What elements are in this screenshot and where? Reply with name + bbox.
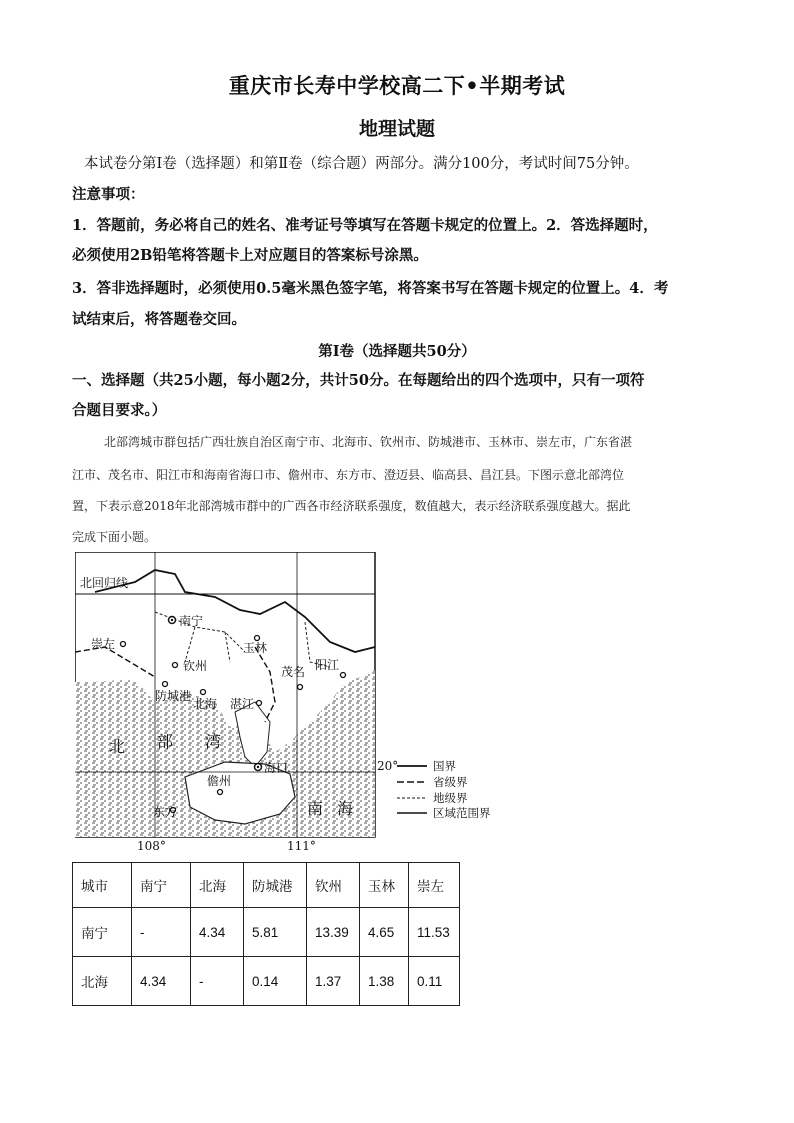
table-header-cell: 防城港: [244, 863, 307, 908]
city-marker: [171, 619, 173, 621]
table-cell: 0.14: [244, 957, 307, 1006]
city-label: 阳江: [315, 658, 340, 672]
city-marker: [201, 690, 206, 695]
latitude-label: 20°: [377, 759, 399, 773]
city-marker: [257, 701, 262, 706]
city-marker: [163, 682, 168, 687]
city-marker: [121, 642, 126, 647]
page-subtitle: 地理试题: [358, 118, 435, 140]
economic-link-table: [72, 862, 460, 1006]
city-marker: [257, 766, 259, 768]
city-label: 玉林: [243, 641, 268, 655]
question-instructions-cont: 合题目要求。）: [72, 402, 167, 419]
legend-label: 地级界: [433, 793, 468, 805]
city-label: 崇左: [91, 637, 116, 651]
notice-label: 注意事项：: [72, 186, 145, 203]
sea-label: 南: [307, 799, 324, 818]
longitude-label: 108°: [137, 839, 166, 852]
city-label: 防城港: [155, 689, 192, 703]
table-cell: 4.65: [360, 908, 409, 957]
table-cell: 13.39: [307, 908, 360, 957]
notice-item-1: 1．答题前，务必将自己的姓名、准考证号等填写在答题卡规定的位置上。2．答选择题时，: [72, 217, 658, 234]
city-label: 南宁: [179, 614, 204, 628]
table-header-cell: 城市: [73, 863, 132, 908]
city-marker: [341, 673, 346, 678]
city-label: 东方: [153, 805, 178, 819]
table-cell: 11.53: [409, 908, 460, 957]
question-instructions: 一、选择题（共25小题，每小题2分，共计50分。在每题给出的四个选项中，只有一项符: [72, 372, 645, 389]
notice-item-3-cont: 试结束后，将答题卷交回。: [72, 311, 246, 328]
table-cell: 5.81: [244, 908, 307, 957]
city-marker: [255, 636, 260, 641]
table-cell: 4.34: [132, 957, 191, 1006]
table-row: [73, 908, 460, 957]
table-header-cell: 北海: [191, 863, 244, 908]
passage-line: 北部湾城市群包括广西壮族自治区南宁市、北海市、钦州市、防城港市、玉林市、崇左市，广东省湛: [104, 435, 633, 449]
table-header-row: [73, 863, 460, 908]
table-cell: 1.37: [307, 957, 360, 1006]
sea-label: 湾: [205, 732, 222, 751]
table-cell: 1.38: [360, 957, 409, 1006]
city-label: 湛江: [230, 697, 255, 711]
legend-label: 区域范围界: [433, 808, 491, 820]
table-header-cell: 玉林: [360, 863, 409, 908]
notice-item-1-cont: 必须使用2B铅笔将答题卡上对应题目的答案标号涂黑。: [72, 247, 428, 264]
notice-item-3: 3．答非选择题时，必须使用0.5毫米黑色签字笔，将答案书写在答题卡规定的位置上。4．考: [72, 280, 669, 297]
table-cell: -: [191, 957, 244, 1006]
legend-label: 国界: [433, 761, 456, 773]
passage-line: 置，下表示意2018年北部湾城市群中的广西各市经济联系强度，数值越大，表示经济联系强度越大。据此: [72, 499, 631, 513]
legend-label: 省级界: [433, 777, 468, 789]
city-label: 海口: [264, 761, 289, 775]
city-label: 北海: [193, 697, 218, 711]
table-header-cell: 崇左: [409, 863, 460, 908]
city-label: 儋州: [207, 774, 232, 788]
table-cell: 北海: [73, 957, 132, 1006]
sea-label: 北: [109, 737, 126, 756]
city-marker: [218, 790, 223, 795]
page-title: 重庆市长寿中学校高二下•半期考试: [228, 73, 566, 98]
table-cell: 4.34: [191, 908, 244, 957]
passage-line: 完成下面小题。: [72, 530, 157, 544]
tropic-label: 北回归线: [80, 576, 129, 590]
city-marker: [173, 663, 178, 668]
table-cell: -: [132, 908, 191, 957]
map-legend: [397, 760, 491, 820]
city-label: 钦州: [183, 659, 208, 673]
passage-line: 江市、茂名市、阳江市和海南省海口市、儋州市、东方市、澄迈县、临高县、昌江县。下图示意北部湾位: [72, 468, 625, 482]
table-header-cell: 钦州: [307, 863, 360, 908]
table-cell: 0.11: [409, 957, 460, 1006]
intro-line: 本试卷分第Ⅰ卷（选择题）和第Ⅱ卷（综合题）两部分。满分100分，考试时间75分钟。: [84, 156, 639, 172]
section-heading: 第Ⅰ卷（选择题共50分）: [318, 343, 476, 360]
table-row: [73, 957, 460, 1006]
city-label: 茂名: [281, 665, 306, 679]
city-marker: [298, 685, 303, 690]
sea-label: 海: [337, 799, 354, 818]
longitude-label: 111°: [287, 839, 316, 852]
beibu-gulf-map: [75, 552, 515, 852]
table-header-cell: 南宁: [132, 863, 191, 908]
table-cell: 南宁: [73, 908, 132, 957]
sea-label: 部: [157, 732, 174, 751]
